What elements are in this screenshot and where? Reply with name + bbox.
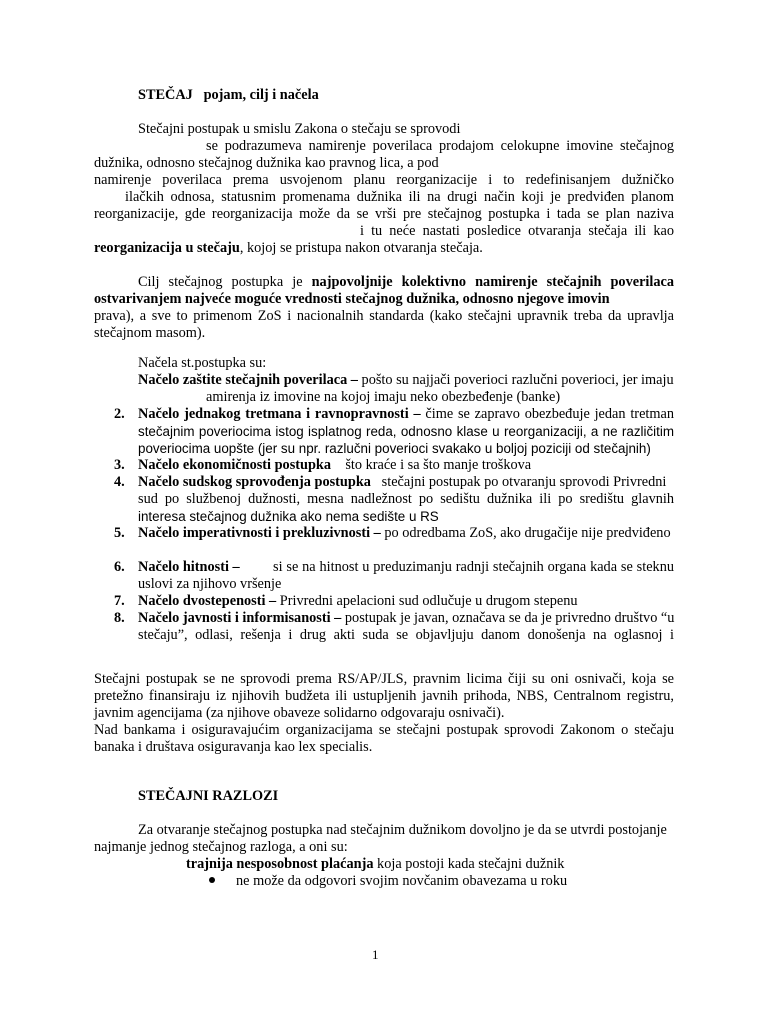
list-item-title: Načelo sudskog sprovođenja postupka <box>138 474 371 490</box>
list-item-cont: poveriocima uopšte (jer su npr. razlučni poverioci svakako u boljoj poziciji od stečajnih) <box>138 441 651 456</box>
list-item-title: Načelo dvostepenosti – <box>138 593 277 609</box>
list-item-text: si se na hitnost u preduzimanju radnji stečajnih organa kada se steknu <box>273 559 674 575</box>
list-item-title: Načelo javnosti i informisanosti – <box>138 610 342 626</box>
p3-line: Stečajni postupak se ne sprovodi prema RS/AP/JLS, pravnim licima čiji su oni osnivači, koja se <box>94 671 674 687</box>
list-number: 7. <box>114 593 125 609</box>
list-number: 8. <box>114 610 125 626</box>
p4-line: najmanje jednog stečajnog razloga, a oni su: <box>94 839 348 855</box>
bold-term: trajnija nesposobnost plaćanja <box>186 856 374 872</box>
list-item-cont: stečajnim poveriocima istog isplatnog reda, odnosno klase u reorganizaciji, a ne različitim <box>138 424 674 439</box>
p1-line: i tu neće nastati posledice otvaranja stečaja ili kao <box>360 223 674 239</box>
list-item-title: Načelo imperativnosti i prekluzivnosti – <box>138 525 381 541</box>
list-item-text: po odredbama ZoS, ako drugačije nije predviđeno <box>380 525 671 541</box>
p2-line: stečajnom masom). <box>94 325 206 341</box>
bold-term: reorganizacija u stečaju <box>94 240 240 256</box>
p3-line: javnim agencijama (za njihove obaveze solidarno odgovaraju osnivači). <box>94 705 505 721</box>
list-item-text: čime se zapravo obezbeđuje jedan tretman <box>420 406 675 422</box>
list-item <box>138 457 531 474</box>
list-item-title: Načelo ekonomičnosti postupka <box>138 457 332 473</box>
p1-line <box>94 240 483 257</box>
bold-term: najpovoljnije kolektivno namirenje stečajnih poverilaca <box>311 274 674 290</box>
list-number: 3. <box>114 457 125 473</box>
p1-line: dužnika, odnosno stečajnog dužnika kao pravnog lica, a pod <box>94 155 439 171</box>
list-item <box>138 593 578 610</box>
p4-line: Za otvaranje stečajnog postupka nad stečajnim dužnikom dovoljno je da se utvrdi postojanje <box>138 822 667 838</box>
list-number: 5. <box>114 525 125 541</box>
list-item <box>138 372 674 389</box>
p1-line: reorganizacije, gde reorganizacija može da se vrši pre stečajnog postupka i tada se plan naziva <box>94 206 674 222</box>
list-number: 4. <box>114 474 125 490</box>
list-item-text: postupak je javan, označava se da je privredno društvo “u <box>341 610 675 626</box>
list-item <box>138 474 666 491</box>
p1-text: , kojoj se pristupa nakon otvaranja stečaja. <box>239 240 483 256</box>
list-number: 2. <box>114 406 125 422</box>
list-item <box>138 610 674 627</box>
list-item-text: Privredni apelacioni sud odlučuje u drugom stepenu <box>276 593 578 609</box>
list-item-title: Načelo hitnosti – <box>138 559 240 575</box>
bullet-text: ne može da odgovori svojim novčanim obavezama u roku <box>236 873 568 889</box>
list-item-cont: amirenja iz imovine na kojoj imaju neko obezbeđenje (banke) <box>206 389 561 405</box>
p1-line: se podrazumeva namirenje poverilaca prodajom celokupne imovine stečajnog <box>206 138 674 154</box>
p2-line: ostvarivanjem najveće moguće vrednosti stečajnog dužnika, odnosno njegove imovin <box>94 291 610 307</box>
p2-line: prava), a sve to primenom ZoS i nacionalnih standarda (kako stečajni upravnik treba da upravlja <box>94 308 674 324</box>
p3-line: Nad bankama i osiguravajućim organizacijama se stečajni postupak sprovodi Zakonom o stečaju <box>94 722 674 738</box>
p2-line <box>138 274 674 291</box>
page-number: 1 <box>372 947 379 962</box>
section-heading <box>138 87 319 104</box>
list-number: 6. <box>114 559 125 575</box>
list-item-text: stečajni postupak po otvaranju sprovodi Privredni <box>381 474 667 490</box>
list-item-text: što kraće i sa što manje troškova <box>345 457 532 473</box>
bullet-icon <box>209 877 215 883</box>
list-item-text: pošto su najjači poverioci razlučni poverioci, jer imaju <box>357 372 674 388</box>
p1-line: ilačkih odnosa, statusnim promenama dužnika ili na drugi način koji je predviđen planom <box>125 189 674 205</box>
p4-text: koja postoji kada stečajni dužnik <box>373 856 565 872</box>
p2-text: Cilj stečajnog postupka je <box>138 274 312 290</box>
p4-line <box>186 856 564 873</box>
list-item-cont: stečaju”, odlasi, rešenja i drug akti suda se objavljuju danom donošenja na oglasnoj i <box>138 627 674 643</box>
list-item <box>138 525 671 542</box>
heading-sub: pojam, cilj i načela <box>203 87 319 103</box>
p3-line: pretežno finansiraju iz njihovih budžeta ili ustupljenih javnih prihoda, NBS, Centralnom registru, <box>94 688 674 704</box>
list-item-cont: uslovi za njihovo vršenje <box>138 576 282 592</box>
section-heading: STEČAJNI RAZLOZI <box>138 788 279 804</box>
list-item <box>138 406 674 423</box>
heading-main: STEČAJ <box>138 87 193 103</box>
p1-line: namirenje poverilaca prema usvojenom planu reorganizacije i to redefinisanjem dužničko <box>94 172 674 188</box>
list-item-cont: interesa stečajnog dužnika ako nema sedište u RS <box>138 509 439 524</box>
list-item-cont: sud po službenoj dužnosti, mesna nadležnost po sedištu dužnika ili po središtu glavnih <box>138 491 674 507</box>
list-item-title: Načelo jednakog tretmana i ravnopravnosti – <box>138 406 421 422</box>
p1-line: Stečajni postupak u smislu Zakona o stečaju se sprovodi <box>138 121 461 137</box>
list-item-title: Načelo zaštite stečajnih poverilaca – <box>138 372 358 388</box>
list-intro: Načela st.postupka su: <box>138 355 267 371</box>
list-item <box>138 559 240 576</box>
p3-line: banaka i društava osiguravanja kao lex specialis. <box>94 739 373 755</box>
